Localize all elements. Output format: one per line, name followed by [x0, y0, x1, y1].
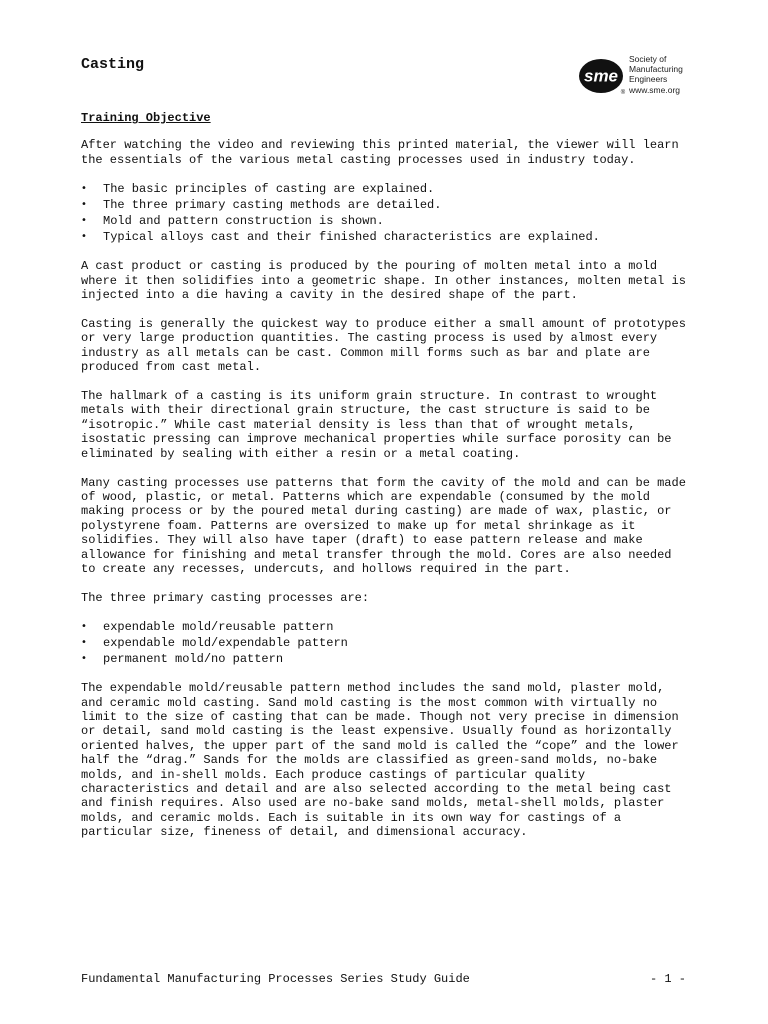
sme-logo-text	[629, 54, 683, 95]
logo-url: www.sme.org	[629, 84, 681, 95]
body-paragraph: A cast product or casting is produced by the pouring of molten metal into a mold where it then solidifies into a geometric shape. In other instances, molten metal is injected into a die having a cavity in the desired shape of the part.	[81, 259, 686, 303]
bullet-icon: •	[81, 198, 87, 210]
bullet-icon: •	[81, 182, 87, 194]
bullet-icon: •	[81, 620, 87, 632]
logo-line: Manufacturing	[629, 64, 683, 75]
list-item: • Typical alloys cast and their finished characteristics are explained.	[81, 230, 600, 245]
list-item: • permanent mold/no pattern	[81, 652, 284, 667]
body-paragraph: Many casting processes use patterns that form the cavity of the mold and can be made of wood, plastic, or metal. Patterns which are expendable (consumed by the mold making process or by the poured metal during casting) are made of wax, plastic, or polystyrene foam. Patterns are oversized to make up for metal shrinkage as it solidifies. They will also have taper (draft) to ease pattern release and make allowance for finishing and metal transfer through the mold. Cores are also needed to create any recesses, undercuts, and hollows required in the part.	[81, 475, 686, 577]
list-item: • Mold and pattern construction is shown.	[81, 214, 384, 229]
document-body	[81, 111, 691, 854]
processes-list	[81, 620, 691, 667]
body-paragraph: The hallmark of a casting is its uniform grain structure. In contrast to wrought metals with their directional grain structure, the cast structure is said to be “isotropic.” While cast material density is less than that of wrought metals, isostatic pressing can improve mechanical properties while surface porosity can be eliminated by sealing with either a resin or a metal coating.	[81, 389, 672, 461]
list-item: • The basic principles of casting are explained.	[81, 181, 435, 196]
logo-line: Engineers	[629, 74, 668, 85]
logo-line: Society of	[629, 54, 667, 64]
list-item: • expendable mold/expendable pattern	[81, 636, 348, 651]
bullet-icon: •	[81, 637, 87, 649]
section-heading: Training Objective	[81, 111, 211, 125]
objectives-list	[81, 182, 691, 245]
page-footer	[81, 972, 686, 986]
bullet-icon: •	[81, 215, 87, 227]
sme-logo	[578, 52, 690, 98]
footer-series-title: Fundamental Manufacturing Processes Series Study Guide	[81, 972, 470, 986]
sme-logo-wordmark: sme	[583, 66, 619, 86]
body-paragraph: The three primary casting processes are:	[81, 590, 370, 605]
registered-mark: ®	[620, 90, 626, 96]
list-item: • expendable mold/reusable pattern	[81, 619, 334, 634]
body-paragraph: Casting is generally the quickest way to produce either a small amount of prototypes or very large production quantities. The casting process is used by almost every industry as all metals can be cast. Common mill forms such as bar and plate are produced from cast metal.	[81, 316, 686, 375]
sme-logo-mark	[578, 56, 626, 96]
page-number: - 1 -	[649, 972, 686, 986]
intro-paragraph: After watching the video and reviewing this printed material, the viewer will learn the essentials of the various metal casting processes used in industry today.	[81, 138, 679, 167]
page-title: Casting	[81, 56, 145, 73]
body-paragraph: The expendable mold/reusable pattern method includes the sand mold, plaster mold, and ceramic mold casting. Sand mold casting is the most common with virtually no limit to the size of casting that can be made. Though not very precise in dimension or detail, sand mold casting is the least expensive. Usually found as horizontally oriented halves, the upper part of the sand mold is called the “cope” and the lower half the “drag.” Sands for the molds are classified as green-sand molds, no-bake molds, and in-shell molds. Each produce castings of particular quality characteristics and detail and are also selected according to the metal being cast and finish requires. Also used are no-bake sand molds, metal-shell molds, plaster molds, and ceramic molds. Each is suitable in its own way for castings of a particular size, fineness of detail, and dimensional accuracy.	[81, 681, 679, 840]
bullet-icon: •	[81, 653, 87, 665]
bullet-icon: •	[81, 231, 87, 243]
list-item: • The three primary casting methods are detailed.	[81, 197, 442, 212]
